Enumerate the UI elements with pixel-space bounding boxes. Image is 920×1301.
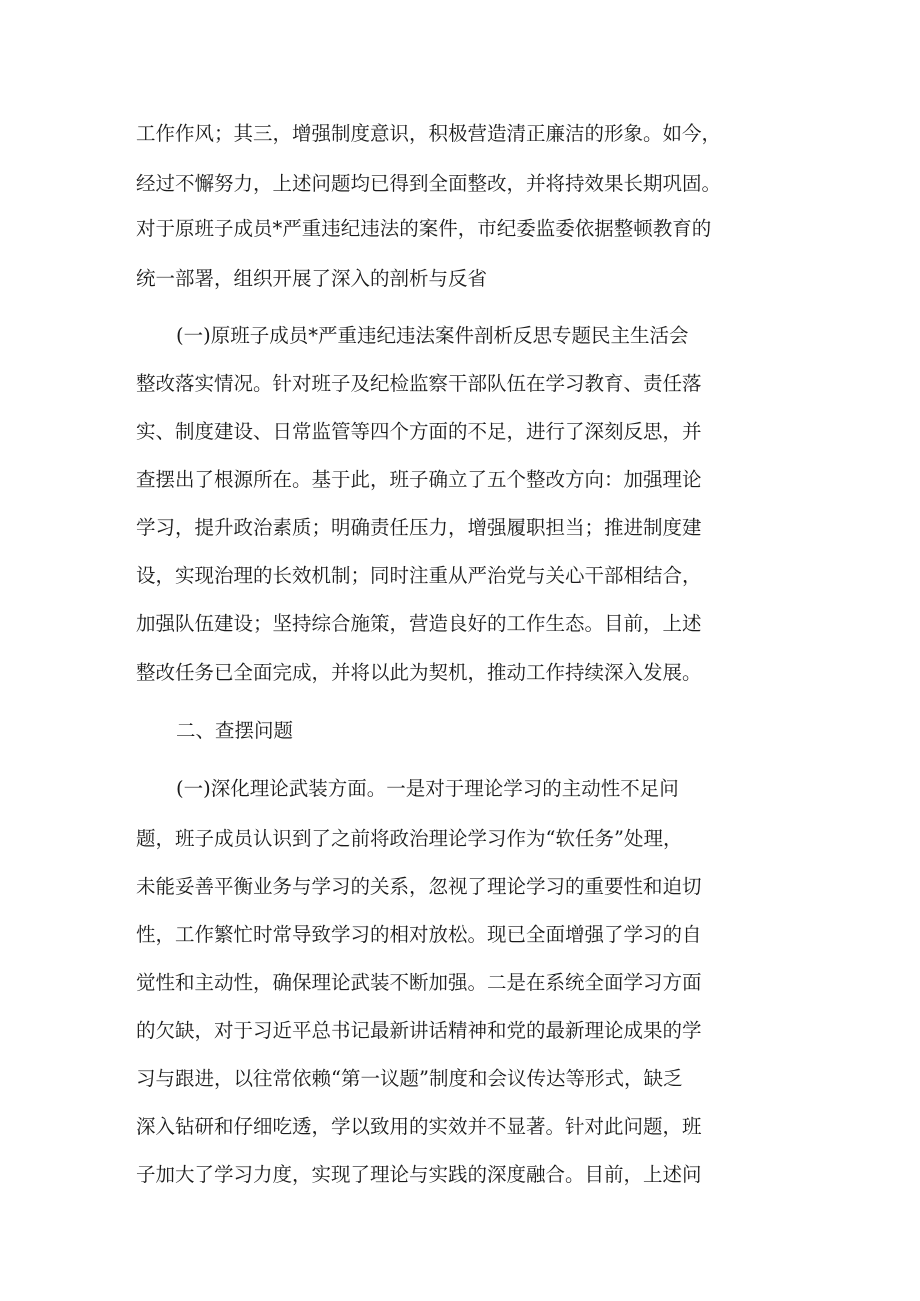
paragraph-3-line-1: (一)深化理论武装方面。一是对于理论学习的主动性不足问 [176, 777, 679, 800]
paragraph-2-line-7: 加强队伍建设；坚持综合施策，营造良好的工作生态。目前，上述 [136, 612, 702, 635]
paragraph-2-line-4: 查摆出了根源所在。基于此，班子确立了五个整改方向：加强理论 [136, 468, 702, 491]
paragraph-2-line-2: 整改落实情况。针对班子及纪检监察干部队伍在学习教育、责任落 [136, 372, 702, 395]
paragraph-2-line-3: 实、制度建设、日常监管等四个方面的不足，进行了深刻反思，并 [136, 420, 702, 443]
paragraph-2-line-6: 设，实现治理的长效机制；同时注重从严治党与关心干部相结合， [136, 564, 702, 587]
paragraph-3-line-7: 习与跟进，以往常依赖“第一议题”制度和会议传达等形式，缺乏 [136, 1067, 683, 1090]
paragraph-3-line-5: 觉性和主动性，确保理论武装不断加强。二是在系统全面学习方面 [136, 971, 702, 994]
paragraph-3-line-6: 的欠缺，对于习近平总书记最新讲话精神和党的最新理论成果的学 [136, 1019, 702, 1042]
paragraph-3-line-4: 性，工作繁忙时常导致学习的相对放松。现已全面增强了学习的自 [136, 923, 702, 946]
paragraph-2-line-8: 整改任务已全面完成，并将以此为契机，推动工作持续深入发展。 [136, 661, 702, 684]
paragraph-3-line-3: 未能妥善平衡业务与学习的关系，忽视了理论学习的重要性和迫切 [136, 875, 702, 898]
paragraph-3-line-9: 子加大了学习力度，实现了理论与实践的深度融合。目前，上述问 [136, 1163, 702, 1186]
paragraph-2-line-5: 学习，提升政治素质；明确责任压力，增强履职担当；推进制度建 [136, 516, 702, 539]
paragraph-3-line-8: 深入钻研和仔细吃透，学以致用的实效并不显著。针对此问题，班 [136, 1115, 702, 1138]
paragraph-1-line-2: 经过不懈努力，上述问题均已得到全面整改，并将持效果长期巩固。 [136, 172, 722, 195]
paragraph-1-line-4: 统一部署，组织开展了深入的剖析与反省 [136, 267, 488, 290]
paragraph-1-line-3: 对于原班子成员*严重违纪违法的案件，市纪委监委依据整顿教育的 [136, 217, 712, 240]
paragraph-2-line-1: (一)原班子成员*严重违纪违法案件剖析反思专题民主生活会 [176, 324, 689, 347]
paragraph-3-line-2: 题，班子成员认识到了之前将政治理论学习作为“软任务”处理， [136, 827, 683, 850]
paragraph-1-line-1: 工作作风；其三，增强制度意识，积极营造清正廉洁的形象。如今， [136, 122, 722, 145]
section-heading: 二、查摆问题 [176, 719, 294, 742]
